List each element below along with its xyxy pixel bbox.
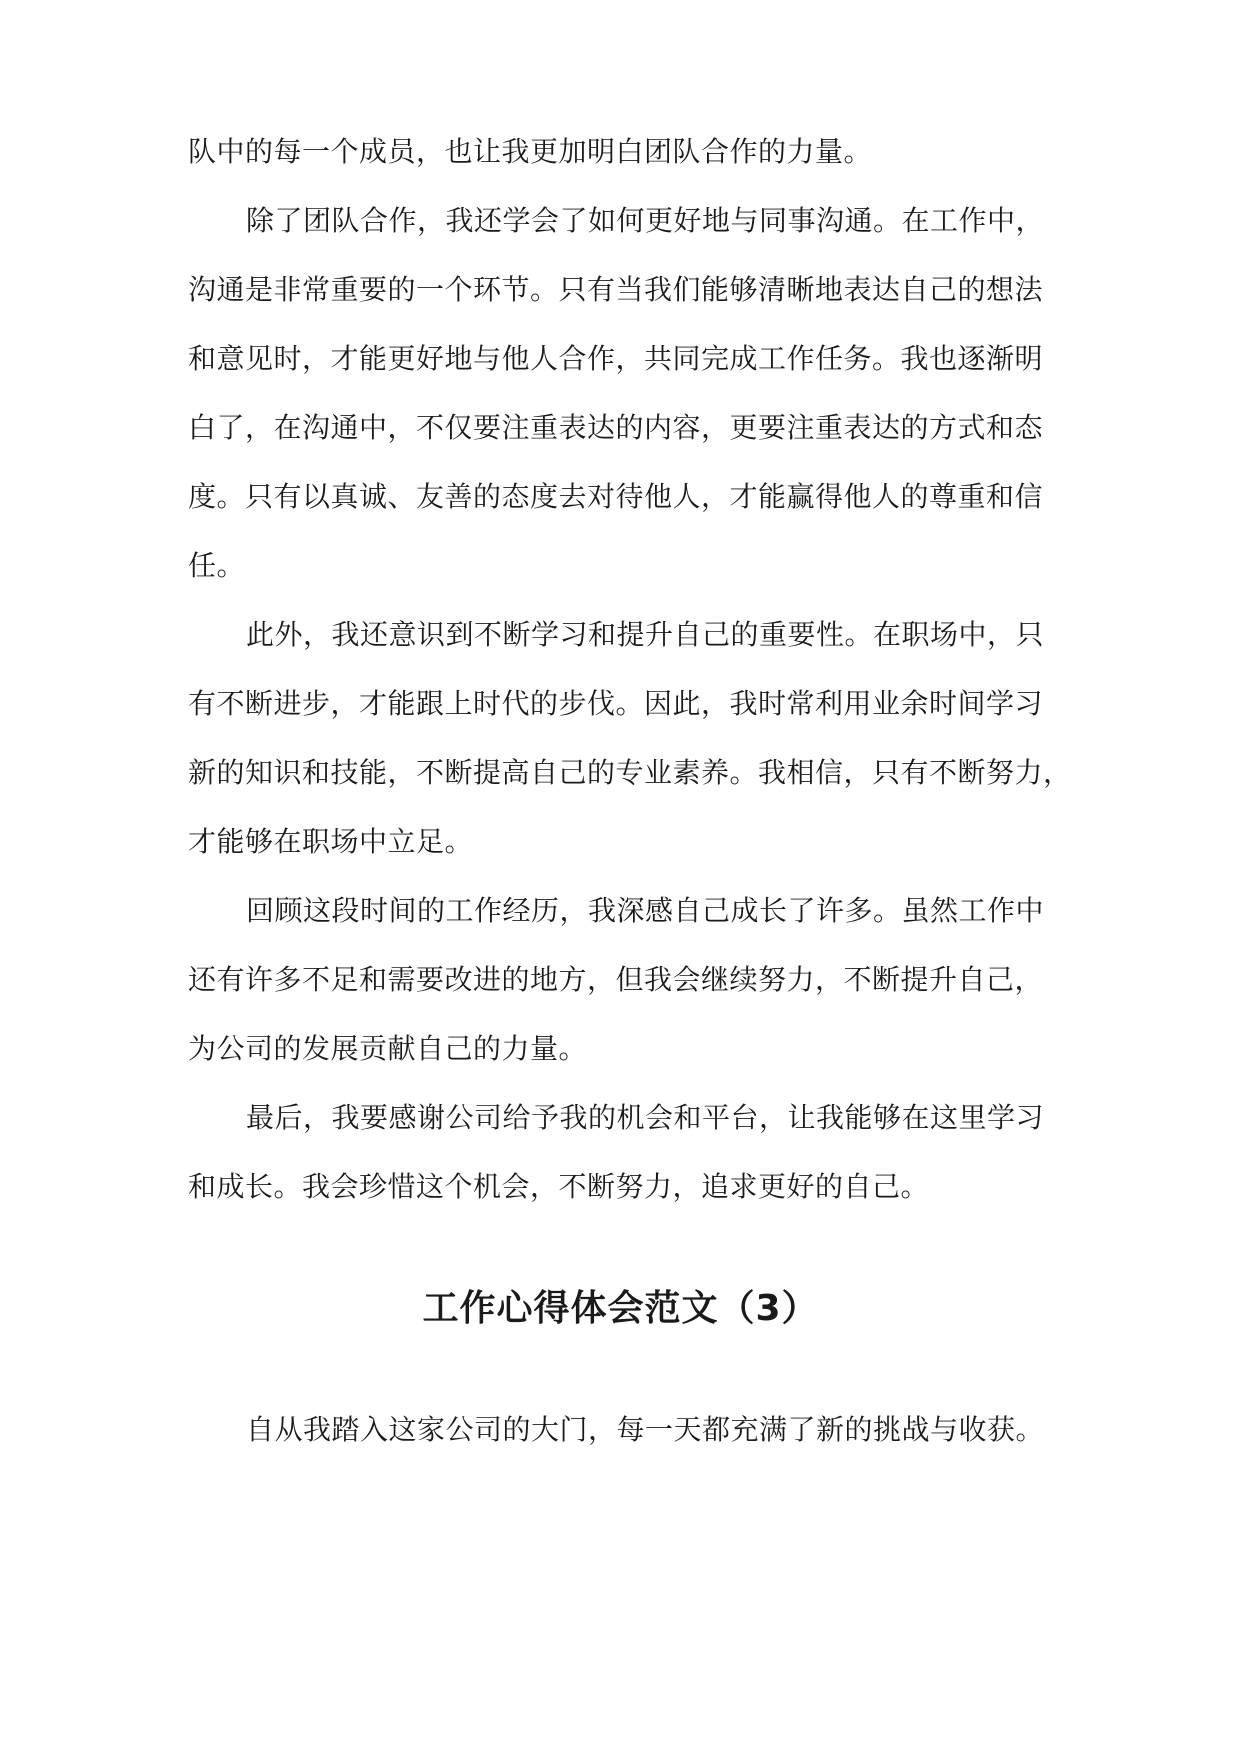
section-title: 工作心得体会范文（3）: [422, 1288, 819, 1329]
paragraph-line: 除了团队合作，我还学会了如何更好地与同事沟通。在工作中，: [246, 204, 1045, 237]
paragraph-line: 有不断进步，才能跟上时代的步伐。因此，我时常利用业余时间学习: [188, 687, 1044, 720]
paragraph-line: 和成长。我会珍惜这个机会，不断努力，追求更好的自己。: [188, 1170, 930, 1203]
paragraph-line: 度。只有以真诚、友善的态度去对待他人，才能赢得他人的尊重和信: [188, 480, 1044, 513]
paragraph-line: 才能够在职场中立足。: [188, 825, 474, 858]
paragraph-line: 任。: [188, 549, 246, 582]
paragraph-line: 此外，我还意识到不断学习和提升自己的重要性。在职场中，只: [246, 618, 1045, 651]
paragraph-line: 为公司的发展贡献自己的力量。: [188, 1032, 588, 1065]
paragraph-line: 最后，我要感谢公司给予我的机会和平台，让我能够在这里学习: [246, 1101, 1045, 1134]
paragraph-line: 新的知识和技能，不断提高自己的专业素养。我相信，只有不断努力，: [188, 756, 1072, 789]
paragraph-line: 沟通是非常重要的一个环节。只有当我们能够清晰地表达自己的想法: [188, 273, 1044, 306]
paragraph-line: 队中的每一个成员，也让我更加明白团队合作的力量。: [188, 135, 873, 168]
paragraph-line: 自从我踏入这家公司的大门，每一天都充满了新的挑战与收获。: [246, 1413, 1045, 1446]
paragraph-line: 白了，在沟通中，不仅要注重表达的内容，更要注重表达的方式和态: [188, 411, 1044, 444]
paragraph-line: 和意见时，才能更好地与他人合作，共同完成工作任务。我也逐渐明: [188, 342, 1044, 375]
paragraph-line: 回顾这段时间的工作经历，我深感自己成长了许多。虽然工作中: [246, 894, 1045, 927]
paragraph-line: 还有许多不足和需要改进的地方，但我会继续努力，不断提升自己，: [188, 963, 1044, 996]
